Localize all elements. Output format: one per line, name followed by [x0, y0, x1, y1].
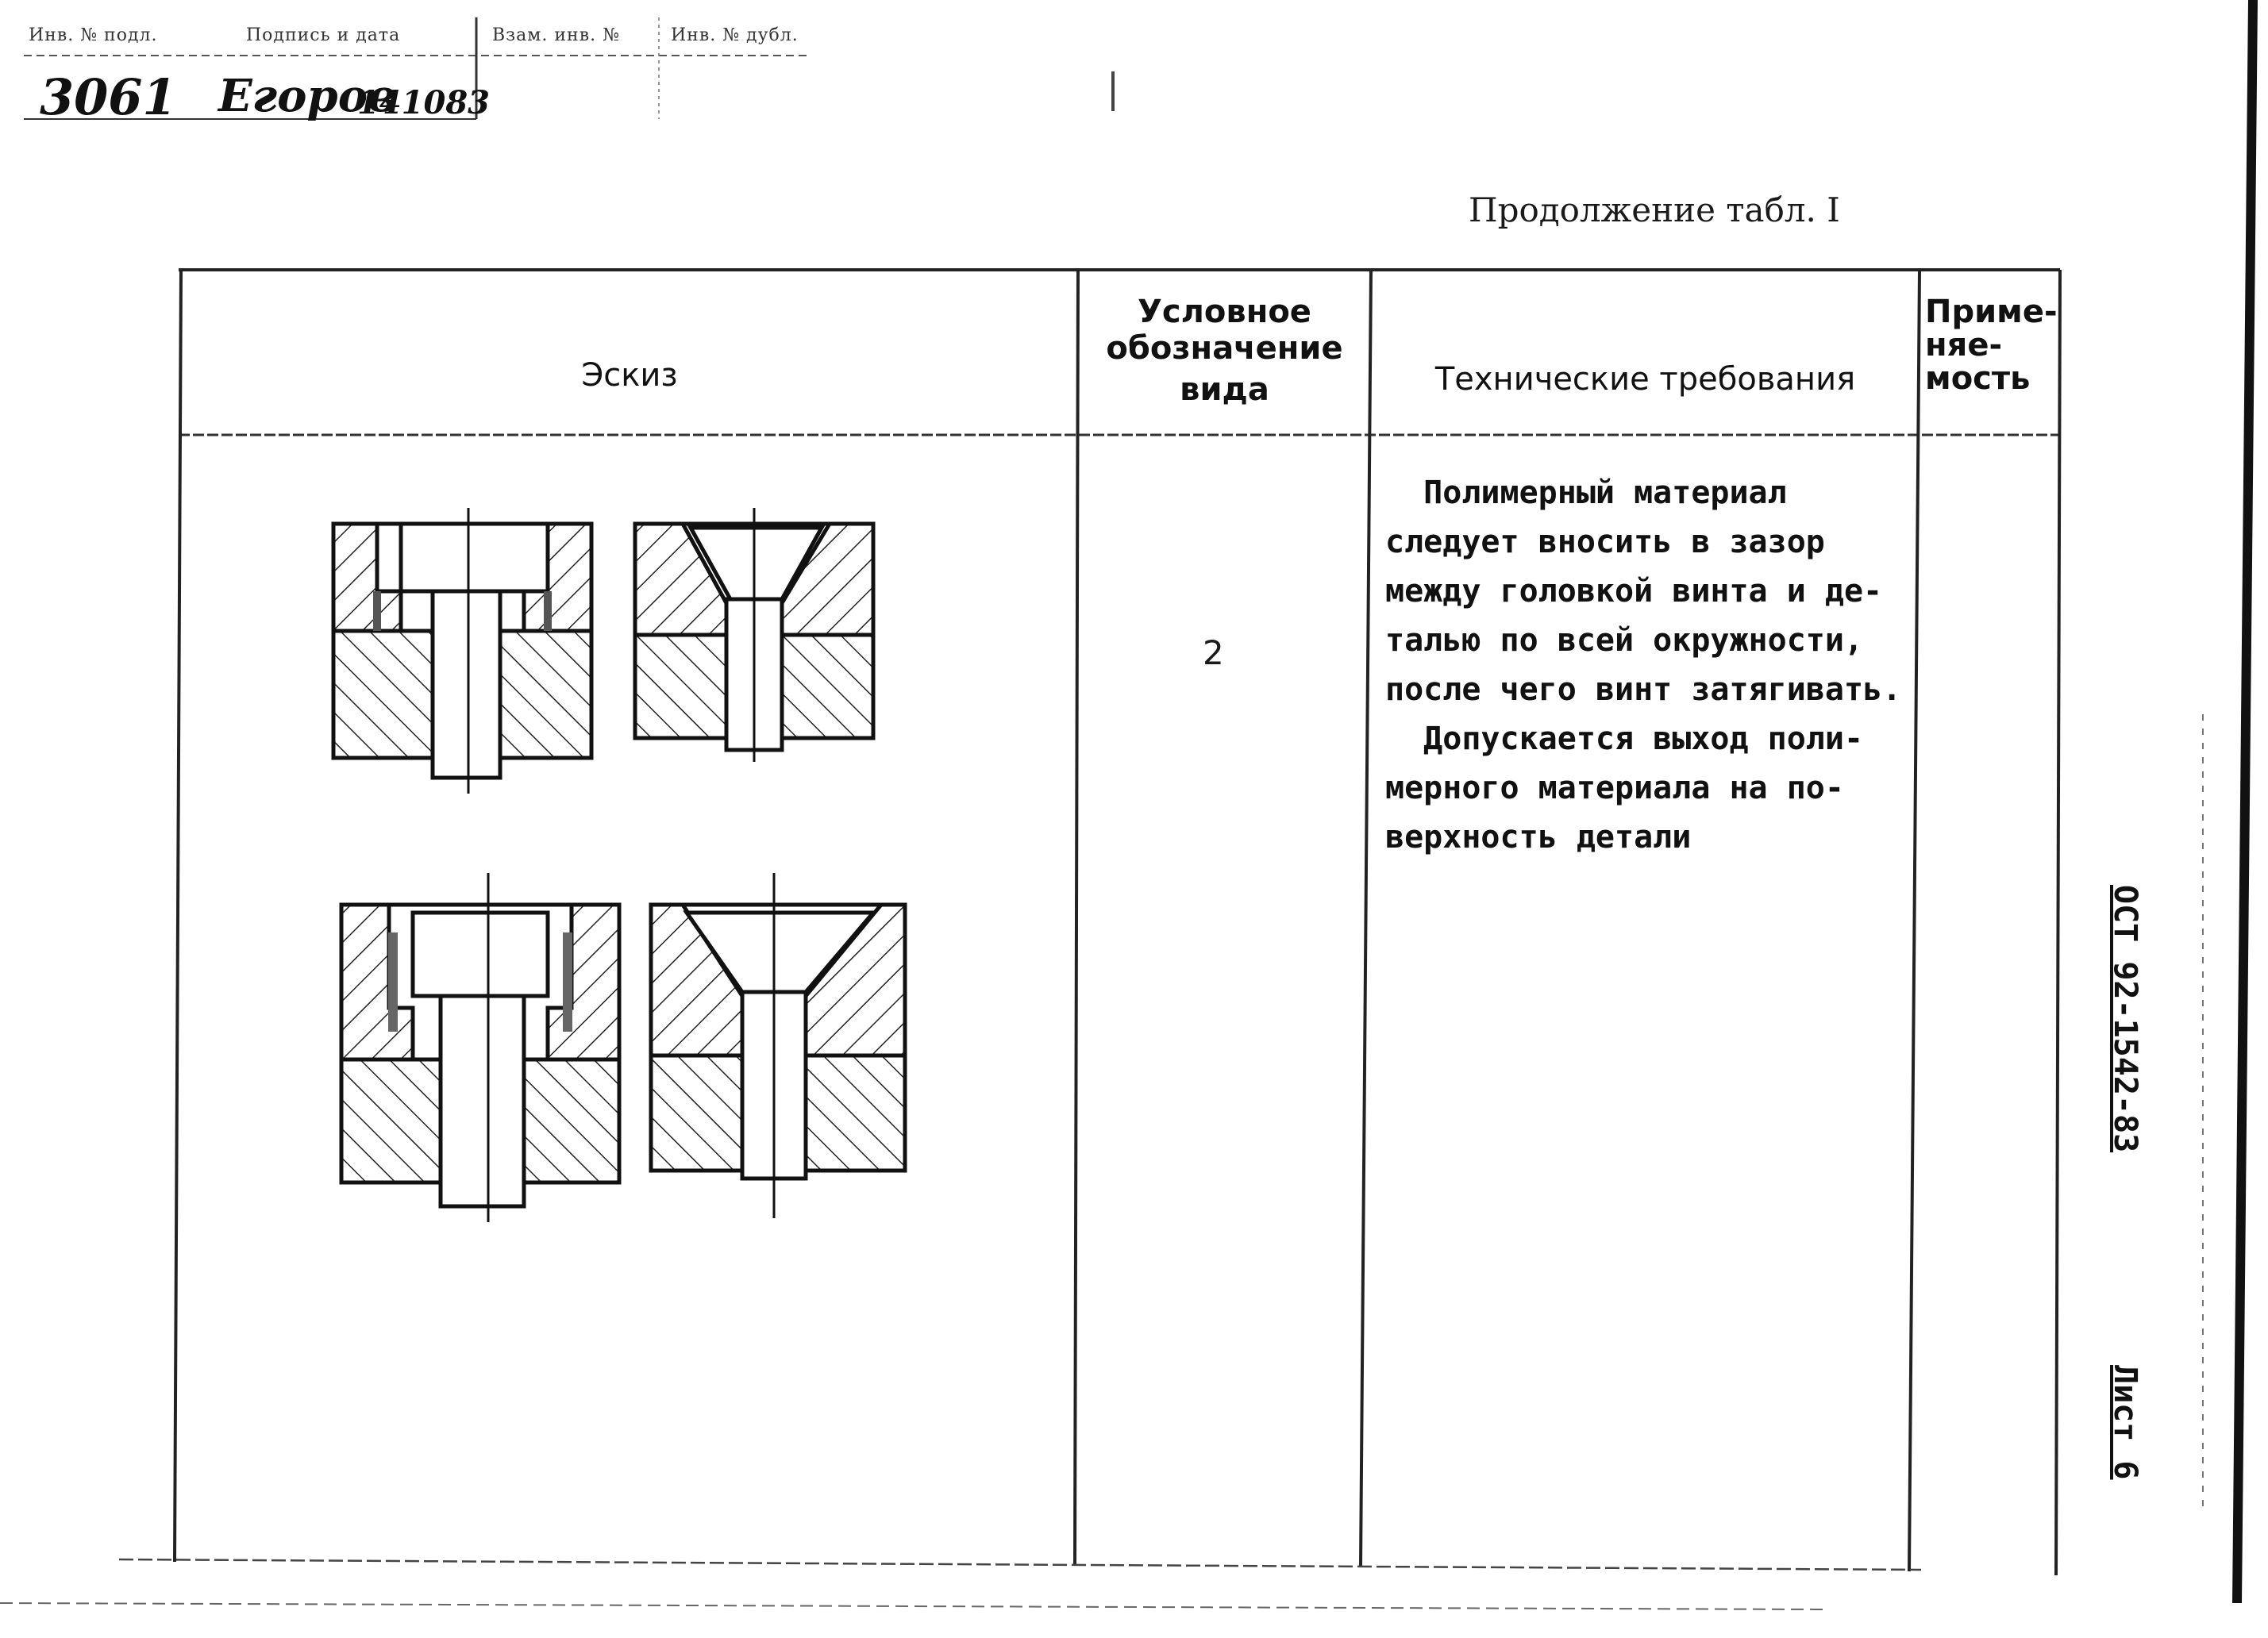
- header-applicability-line2: няе-: [1925, 327, 2003, 363]
- header-designation-line1: Условное: [1138, 294, 1311, 330]
- requirements-line: Допускается выход поли-: [1385, 721, 1864, 757]
- sketch-countersunk-1: [635, 508, 873, 762]
- requirements-line: Полимерный материал: [1385, 475, 1787, 511]
- side-standard: ОСТ 92-1542-83: [2107, 885, 2143, 1153]
- requirements-line: талью по всей окружности,: [1385, 622, 1864, 659]
- stamp-inv-number: 3061: [40, 68, 177, 126]
- requirements-line: следует вносить в зазор: [1385, 524, 1825, 560]
- stamp-date: 141083: [357, 84, 490, 121]
- sketch-cylinder-head-2: [341, 873, 619, 1222]
- sketch-countersunk-2: [651, 873, 905, 1218]
- header-applicability-line3: мость: [1925, 360, 2031, 397]
- sketch-cylinder-head-1: [333, 508, 591, 794]
- requirements-line: мерного материала на по-: [1385, 770, 1844, 806]
- header-designation-line3: вида: [1180, 371, 1269, 408]
- stamp-col-replace: Взам. инв. №: [492, 25, 620, 45]
- designation-value: 2: [1203, 633, 1224, 672]
- header-applicability-line1: Приме-: [1925, 294, 2058, 330]
- stamp-col-sign: Подпись и дата: [246, 25, 401, 45]
- header-requirements: Технические требования: [1434, 361, 1856, 398]
- header-designation-line2: обозначение: [1106, 330, 1343, 367]
- continuation-label: Продолжение табл. I: [1469, 190, 1840, 229]
- requirements-line: верхность детали: [1385, 819, 1692, 856]
- side-sheet: Лист 6: [2107, 1365, 2143, 1480]
- stamp-col-inv: Инв. № подл.: [29, 25, 158, 45]
- stamp-col-dup: Инв. № дубл.: [671, 25, 799, 45]
- stamp-signature: Егоров: [218, 70, 397, 122]
- header-sketch: Эскиз: [581, 357, 678, 394]
- requirements-line: после чего винт затягивать.: [1385, 671, 1902, 708]
- requirements-line: между головкой винта и де-: [1385, 573, 1883, 609]
